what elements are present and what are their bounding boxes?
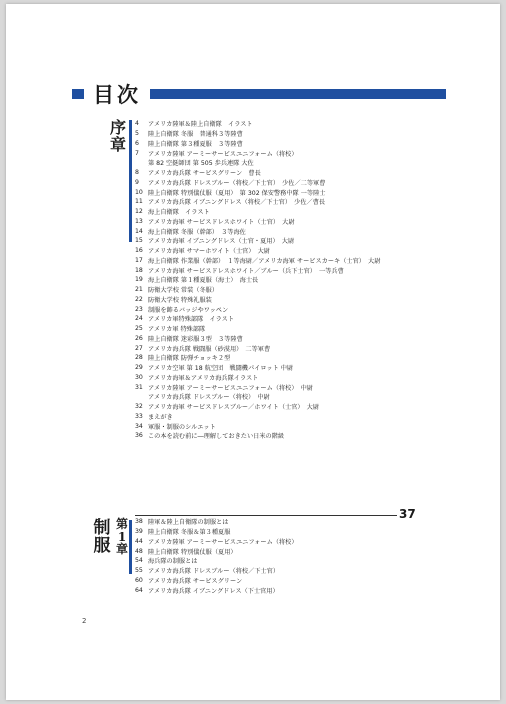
prologue-label [108, 120, 128, 154]
document-page [6, 4, 500, 700]
toc-entry [135, 236, 380, 246]
toc-entry-page: 7 [135, 149, 139, 157]
toc-entry [135, 197, 380, 207]
toc-entry [135, 585, 298, 595]
toc-entry-title: 陸上自衛隊 特別儀仗服（夏用） 第 302 保安警務中隊 一等陸士 [148, 189, 326, 197]
toc-entry-page: 34 [135, 422, 143, 430]
toc-entry-page: 16 [135, 247, 143, 255]
chapter1-label-char-1: 制 [93, 518, 111, 538]
chapter1-number-char-3: 章 [115, 542, 128, 557]
toc-entry [135, 382, 380, 392]
toc-entry-page: 23 [135, 305, 143, 313]
toc-entry-page: 9 [135, 178, 139, 186]
toc-entry-page: 54 [135, 557, 143, 565]
toc-entry-title: アメリカ海兵隊 サービスグリーン 曹長 [148, 170, 261, 178]
toc-entry [135, 392, 380, 402]
toc-entry-title: アメリカ海兵隊 ドレスブルー（将校／下士官） 少佐／二等軍曹 [148, 179, 326, 187]
toc-entry-title: アメリカ軍特殊部隊 イラスト [148, 316, 235, 324]
chapter1-toc-list [135, 517, 298, 595]
toc-entry-title: 海上自衛隊 第１種夏服（海士） 海士長 [148, 277, 259, 285]
title-bar-left [72, 89, 84, 99]
toc-entry-title: アメリカ海軍 サービスドレスホワイト（士官） 大尉 [148, 218, 295, 226]
toc-entry [135, 275, 380, 285]
toc-entry-title: 陸軍＆陸上自衛隊の制服とは [148, 519, 229, 527]
toc-entry [135, 295, 380, 305]
title-bar-right [150, 89, 446, 99]
toc-entry-page: 5 [135, 130, 139, 138]
prologue-label-char-1: 序 [109, 118, 126, 137]
toc-entry-title: アメリカ海軍＆アメリカ海兵隊イラスト [148, 374, 259, 382]
toc-entry [135, 431, 380, 441]
toc-entry-title: アメリカ陸軍 アーミーサービスユニフォーム（将校） [148, 150, 298, 158]
chapter1-label [92, 520, 112, 556]
toc-entry-title: アメリカ海兵隊 ドレスブルー（将校） 中尉 [148, 394, 270, 402]
toc-entry-page: 18 [135, 266, 143, 274]
toc-entry-page: 38 [135, 518, 143, 526]
toc-entry-title: 陸上自衛隊 特別儀仗服（夏用） [148, 548, 237, 556]
toc-entry-title: アメリカ軍 特殊部隊 [148, 326, 206, 334]
toc-entry [135, 402, 380, 412]
toc-entry [135, 158, 380, 168]
toc-entry-page: 19 [135, 276, 143, 284]
toc-entry-page: 64 [135, 586, 143, 594]
toc-entry-title: 海上自衛隊 作業服（幹部） １等海尉／アメリカ海軍 サービスカーキ（士官） 大尉 [148, 257, 381, 265]
toc-entry-page: 22 [135, 295, 143, 303]
toc-entry-page: 10 [135, 188, 143, 196]
toc-entry [135, 353, 380, 363]
toc-entry-title: アメリカ海軍 サービスドレスブルー／ホワイト（士官） 大尉 [148, 404, 320, 412]
toc-entry-page: 21 [135, 286, 143, 294]
toc-entry-title: 防衛大学校 常装（冬服） [148, 287, 219, 295]
contents-title-banner [72, 82, 446, 106]
toc-entry-title: 制服を飾るバッジやワッペン [148, 306, 229, 314]
toc-entry [135, 556, 298, 566]
chapter1-number-char-2: 1 [117, 529, 127, 544]
toc-entry-title: 第 82 空挺師団 第 505 歩兵連隊 大佐 [148, 160, 254, 168]
toc-entry [135, 363, 380, 373]
toc-entry-page: 26 [135, 334, 143, 342]
toc-entry [135, 226, 380, 236]
toc-entry-title: アメリカ陸軍＆陸上自衛隊 イラスト [148, 121, 253, 129]
toc-entry-title: アメリカ海兵隊 戦闘服（砂漠用） 二等軍曹 [148, 345, 271, 353]
toc-entry-title: 防衛大学校 特殊礼服装 [148, 296, 212, 304]
toc-entry [135, 217, 380, 227]
toc-entry-page: 36 [135, 432, 143, 440]
toc-entry-title: アメリカ海兵隊 サービスグリーン [148, 577, 243, 585]
chapter1-accent-bar [129, 520, 132, 574]
toc-entry-page: 8 [135, 169, 139, 177]
toc-entry-page: 33 [135, 412, 143, 420]
toc-entry-page: 29 [135, 364, 143, 372]
toc-entry-page: 4 [135, 120, 139, 128]
toc-entry-title: アメリカ海兵隊 イブニングドレス（将校／下士官） 少佐／曹長 [148, 199, 326, 207]
chapter1-number-char-1: 第 [115, 517, 128, 531]
toc-entry [135, 139, 380, 149]
toc-entry-title: アメリカ海兵隊 ドレスブルー（将校／下士官） [148, 568, 280, 576]
toc-entry [135, 324, 380, 334]
toc-entry-page: 39 [135, 528, 143, 536]
toc-entry-title: 陸上自衛隊 迷彩服３型 ３等陸曹 [148, 335, 243, 343]
toc-entry-page: 31 [135, 383, 143, 391]
toc-entry [135, 256, 380, 266]
toc-entry-title: アメリカ陸軍 アーミーサービスユニフォーム（将校） 中尉 [148, 384, 313, 392]
toc-entry-title: 陸上自衛隊 冬服＆第３種夏服 [148, 529, 231, 537]
page-number: 2 [82, 617, 87, 625]
prologue-toc-list [135, 119, 380, 441]
toc-entry [135, 314, 380, 324]
toc-entry-title: アメリカ海軍 サマーホワイト（士官） 大尉 [148, 248, 270, 256]
toc-entry-page: 13 [135, 217, 143, 225]
toc-entry-page: 44 [135, 537, 143, 545]
toc-entry-title: この本を読む前に―理解しておきたい日米の階級 [148, 433, 285, 441]
toc-entry-page: 11 [135, 198, 143, 206]
toc-entry-title: 陸上自衛隊 第３種夏服 ３等陸曹 [148, 140, 243, 148]
toc-entry [135, 527, 298, 537]
toc-entry-title: 陸上自衛隊 防弾チョッキ２型 [148, 355, 231, 363]
toc-entry-page: 60 [135, 576, 143, 584]
toc-entry [135, 285, 380, 295]
toc-entry [135, 187, 380, 197]
toc-entry [135, 373, 380, 383]
chapter1-divider [135, 515, 397, 516]
toc-entry [135, 576, 298, 586]
toc-entry-title: アメリカ陸軍 アーミーサービスユニフォーム（将校） [148, 538, 298, 546]
prologue-accent-bar [129, 120, 132, 242]
toc-entry-page: 28 [135, 354, 143, 362]
toc-entry-page: 14 [135, 227, 143, 235]
toc-entry-title: アメリカ空軍 第 18 航空団 戦闘機パイロット 中尉 [148, 365, 294, 373]
toc-entry [135, 148, 380, 158]
toc-entry [135, 546, 298, 556]
toc-entry [135, 343, 380, 353]
page-title: 目次 [93, 83, 141, 107]
toc-entry-page: 55 [135, 567, 143, 575]
toc-entry-title: 陸上自衛隊 冬服 普通科３等陸曹 [148, 131, 243, 139]
toc-entry-title: 海上自衛隊 冬服（幹部） ３等海佐 [148, 228, 246, 236]
toc-entry [135, 421, 380, 431]
toc-entry [135, 265, 380, 275]
chapter1-page-number: 37 [399, 507, 416, 521]
toc-entry [135, 178, 380, 188]
toc-entry [135, 304, 380, 314]
toc-entry-page: 27 [135, 344, 143, 352]
toc-entry [135, 207, 380, 217]
toc-entry [135, 566, 298, 576]
toc-entry-title: 軍服・制服のシルエット [148, 423, 216, 431]
title-box [86, 82, 148, 106]
toc-entry [135, 246, 380, 256]
toc-entry [135, 517, 298, 527]
toc-entry [135, 334, 380, 344]
toc-entry-page: 12 [135, 208, 143, 216]
toc-entry-page: 15 [135, 237, 143, 245]
toc-entry-title: アメリカ海軍 サービスドレスホワイト／ブルー（兵下士官） 一等兵曹 [148, 267, 344, 275]
toc-entry-page: 30 [135, 373, 143, 381]
toc-entry-title: 海兵隊の制服とは [148, 558, 198, 566]
toc-entry [135, 129, 380, 139]
toc-entry-title: アメリカ海兵隊 イブニングドレス（下士官用） [148, 587, 279, 595]
toc-entry-page: 32 [135, 403, 143, 411]
toc-entry [135, 537, 298, 547]
toc-entry-page: 17 [135, 256, 143, 264]
toc-entry-page: 25 [135, 325, 143, 333]
toc-entry-page: 6 [135, 139, 139, 147]
toc-entry [135, 119, 380, 129]
toc-entry-page: 24 [135, 315, 143, 323]
toc-entry-title: アメリカ海軍 イブニングドレス（士官・夏用） 大尉 [148, 238, 295, 246]
toc-entry-title: 海上自衛隊 イラスト [148, 209, 210, 217]
toc-entry [135, 412, 380, 422]
prologue-label-char-2: 章 [109, 134, 126, 154]
toc-entry [135, 168, 380, 178]
chapter1-label-char-2: 服 [93, 535, 111, 556]
toc-entry-title: まえがき [148, 413, 173, 421]
toc-entry-page: 48 [135, 547, 143, 555]
